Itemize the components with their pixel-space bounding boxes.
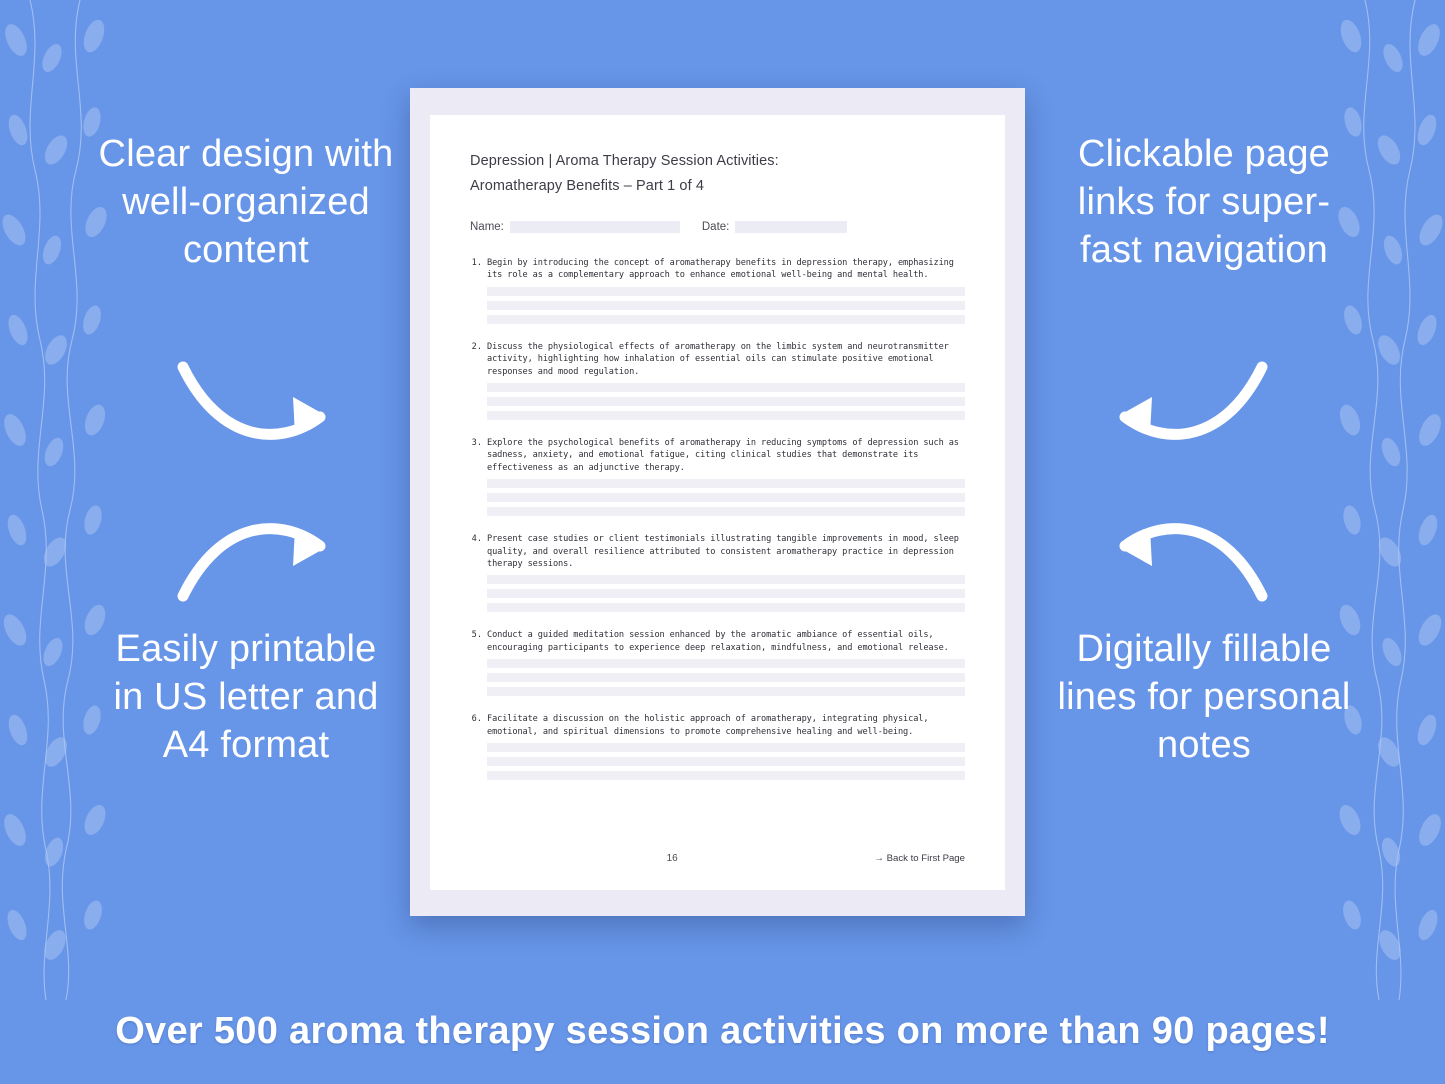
- caption-fillable-lines: Digitally fillable lines for personal notes: [1057, 628, 1351, 766]
- fillable-lines: [487, 287, 965, 324]
- arrow-bottom-right-icon: [1100, 508, 1270, 608]
- activity-item-text: Explore the psychological benefits of aromatherapy in reducing symptoms of depression such as sadness, anxiety, and emotional fatigue, citing clinical studies that demonstrate its effectiveness as an adjunctive therapy.: [487, 438, 959, 473]
- name-date-row: [470, 221, 965, 233]
- activity-item-text: Begin by introducing the concept of aromatherapy benefits in depression therapy, emphasizing its role as a complementary approach to enhance emotional well-being and mental health.: [487, 258, 954, 281]
- activity-item-number: 3.: [471, 438, 482, 449]
- arrow-top-left-icon: [175, 355, 345, 455]
- back-to-first-page-link[interactable]: → Back to First Page: [874, 853, 965, 864]
- fillable-line[interactable]: [487, 383, 965, 392]
- fillable-line[interactable]: [487, 479, 965, 488]
- page-title-line-2: Aromatherapy Benefits – Part 1 of 4: [470, 178, 705, 194]
- name-label: Name:: [470, 221, 504, 233]
- caption-clickable-links: Clickable page links for super-fast navigation: [1077, 133, 1331, 271]
- document-preview: [410, 88, 1025, 916]
- fillable-line[interactable]: [487, 743, 965, 752]
- fillable-line[interactable]: [487, 673, 965, 682]
- document-page: [430, 115, 1005, 890]
- document-footer: [470, 853, 965, 864]
- activity-item: [470, 713, 965, 780]
- activity-item-text: Facilitate a discussion on the holistic approach of aromatherapy, integrating physical, emotional, and spiritual dimensions to promote comprehensive healing and well-being.: [487, 714, 929, 737]
- activity-item-number: 2.: [471, 341, 482, 352]
- activity-item-text: Discuss the physiological effects of aromatherapy on the limbic system and neurotransmitter activity, highlighting how inhalation of essential oils can stimulate positive emotional responses and mood regulation.: [487, 341, 949, 377]
- fillable-lines: [487, 383, 965, 420]
- activity-item-row: [470, 533, 965, 570]
- arrow-bottom-left-icon: [175, 508, 345, 608]
- date-label: Date:: [701, 221, 730, 233]
- fillable-lines: [487, 743, 965, 780]
- activity-item-row: [470, 341, 965, 378]
- fillable-lines: [487, 575, 965, 612]
- activity-item-number: 1.: [471, 258, 482, 268]
- fillable-line[interactable]: [487, 771, 965, 780]
- activity-item: [470, 341, 965, 420]
- fillable-line[interactable]: [487, 603, 965, 612]
- arrow-top-right-icon: [1100, 355, 1270, 455]
- page-number: 16: [666, 853, 678, 864]
- fillable-line[interactable]: [487, 411, 965, 420]
- fillable-line[interactable]: [487, 301, 965, 310]
- bottom-banner: [0, 978, 1445, 1084]
- caption-printable: Easily printable in US letter and A4 format: [113, 628, 379, 766]
- page-title: [470, 149, 965, 199]
- fillable-line[interactable]: [487, 589, 965, 598]
- activity-item-row: [470, 629, 965, 654]
- fillable-line[interactable]: [487, 757, 965, 766]
- fillable-line[interactable]: [487, 493, 965, 502]
- activity-item: [470, 437, 965, 516]
- activity-list: [470, 257, 965, 780]
- fillable-lines: [487, 479, 965, 516]
- activity-item-number: 6.: [471, 714, 482, 725]
- fillable-line[interactable]: [487, 315, 965, 324]
- floral-border-left: [0, 0, 110, 1000]
- page-title-line-1: Depression | Aroma Therapy Session Activities:: [470, 153, 779, 169]
- activity-item: [470, 257, 965, 324]
- fillable-lines: [487, 659, 965, 696]
- activity-item-number: 5.: [471, 630, 482, 641]
- activity-item-row: [470, 437, 965, 474]
- fillable-line[interactable]: [487, 397, 965, 406]
- fillable-line[interactable]: [487, 659, 965, 668]
- activity-item-row: [470, 257, 965, 282]
- date-input[interactable]: [735, 221, 847, 233]
- activity-item: [470, 533, 965, 612]
- activity-item-number: 4.: [471, 534, 482, 545]
- activity-item-text: Conduct a guided meditation session enhanced by the aromatic ambiance of essential oils, encouraging participants to experience deep relaxation, mindfulness, and emotional release.: [487, 630, 949, 653]
- fillable-line[interactable]: [487, 507, 965, 516]
- activity-item-text: Present case studies or client testimonials illustrating tangible improvements in mood, sleep quality, and overall resilience attributed to consistent aromatherapy practice in depression therapy sessions.: [487, 534, 959, 570]
- fillable-line[interactable]: [487, 287, 965, 296]
- activity-item-row: [470, 713, 965, 738]
- bottom-banner-text: Over 500 aroma therapy session activities on more than 90 pages!: [115, 1009, 1330, 1052]
- fillable-line[interactable]: [487, 687, 965, 696]
- caption-clear-design: Clear design with well-organized content: [98, 133, 394, 271]
- activity-item: [470, 629, 965, 696]
- name-input[interactable]: [510, 221, 680, 233]
- fillable-line[interactable]: [487, 575, 965, 584]
